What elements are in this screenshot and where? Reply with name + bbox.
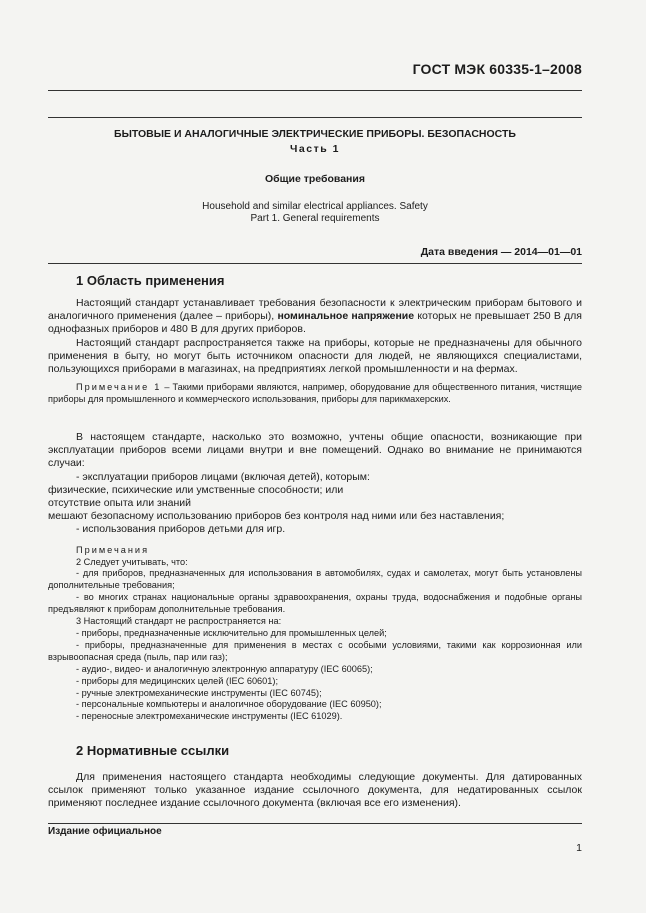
note-2-intro: 2 Следует учитывать, что: [76, 556, 188, 567]
scope-paragraph-1: Настоящий стандарт устанавливает требования безопасности к электрическим приборам бытового и аналогичного применения (далее – приборы), номинальное напряжение которых не превышает 250 В для однофазных приборов и 480 В для других приборов. [48, 297, 582, 336]
page-number: 1 [576, 842, 582, 854]
exclusion-item: - использования приборов детьми для игр. [76, 523, 286, 536]
document-part: Часть 1 [290, 143, 340, 155]
note-1: Примечание 1 – Такими приборами являются, например, оборудование для общественного питания, чистящие приборы для промышленного и коммерческого использования, приборы для парикмахерских. [48, 382, 582, 405]
note-3-item: - аудио-, видео- и аналогичную электронную аппаратуру (IEC 60065); [76, 663, 373, 674]
section-2-heading: 2 Нормативные ссылки [76, 743, 230, 758]
note-3-item: - персональные компьютеры и аналогичное оборудование (IEC 60950); [76, 699, 382, 710]
footer-rule [48, 823, 582, 824]
banner-rule [48, 117, 582, 118]
exclusion-item: мешают безопасному использованию приборов без контроля над ними или без наставления; [48, 510, 505, 523]
notes-label: Примечания [76, 544, 150, 555]
top-rule [48, 90, 582, 91]
note-3-item: - приборы, предназначенные исключительно для промышленных целей; [76, 627, 387, 638]
date-rule [48, 263, 582, 264]
introduction-date: Дата введения — 2014—01—01 [420, 246, 582, 258]
section-1-heading: 1 Область применения [76, 273, 225, 288]
gost-number: ГОСТ МЭК 60335-1–2008 [412, 61, 582, 77]
note-3-intro: 3 Настоящий стандарт не распространяется на: [76, 616, 282, 627]
document-subtitle: Общие требования [265, 173, 365, 185]
exclusion-item: - эксплуатации приборов лицами (включая детей), которым: [76, 470, 370, 483]
references-paragraph: Для применения настоящего стандарта необходимы следующие документы. Для датированных ссылок применяют только указанное издание ссылочного документа, для недатированных ссылок применяют последнее издание ссылочного документа (включая все его изменения). [48, 771, 582, 810]
note-3-item: - приборы, предназначенные для применения в местах с особыми условиями, такими как коррозионная или взрывоопасная среда (пыль, пар или газ); [48, 639, 582, 662]
english-title-line2: Part 1. General requirements [250, 213, 380, 224]
section-1-body-continued [48, 431, 582, 723]
scope-paragraph-2: Настоящий стандарт распространяется также на приборы, которые не предназначены для обычного применения в быту, но могут быть источником опасности для людей, не являющихся специалистами, пользующихся приборами в магазинах, на предприятиях легкой промышленности и на фермах. [48, 336, 582, 376]
document-title: БЫТОВЫЕ И АНАЛОГИЧНЫЕ ЭЛЕКТРИЧЕСКИЕ ПРИБОРЫ. БЕЗОПАСНОСТЬ [114, 128, 516, 140]
section-1-body [48, 297, 582, 406]
exclusion-item: физические, психические или умственные способности; или [48, 483, 344, 496]
section-2-body [48, 771, 582, 811]
note-3-item: - ручные электромеханические инструменты (IEC 60745); [76, 687, 322, 698]
scope-paragraph-3: В настоящем стандарте, насколько это возможно, учтены общие опасности, возникающие при эксплуатации приборов всеми лицами внутри и вне помещений. Однако во внимание не принимаются случаи: [48, 431, 582, 470]
exclusion-item: отсутствие опыта или знаний [48, 497, 192, 510]
note-3-item: - переносные электромеханические инструменты (IEC 61029). [76, 711, 343, 722]
english-title-line1: Household and similar electrical appliances. Safety [202, 201, 428, 212]
note-2-item: - во многих странах национальные органы здравоохранения, охраны труда, водоснабжения и подобные органы предъявляют к приборам дополнительные требования. [48, 592, 582, 615]
note-2-item: - для приборов, предназначенных для использования в автомобилях, судах и самолетах, могут быть установлены дополнительные требования; [48, 568, 582, 591]
rated-voltage-term: номинальное напряжение [277, 310, 415, 323]
note-3-item: - приборы для медицинских целей (IEC 60601); [76, 675, 278, 686]
official-edition-label: Издание официальное [48, 826, 162, 837]
